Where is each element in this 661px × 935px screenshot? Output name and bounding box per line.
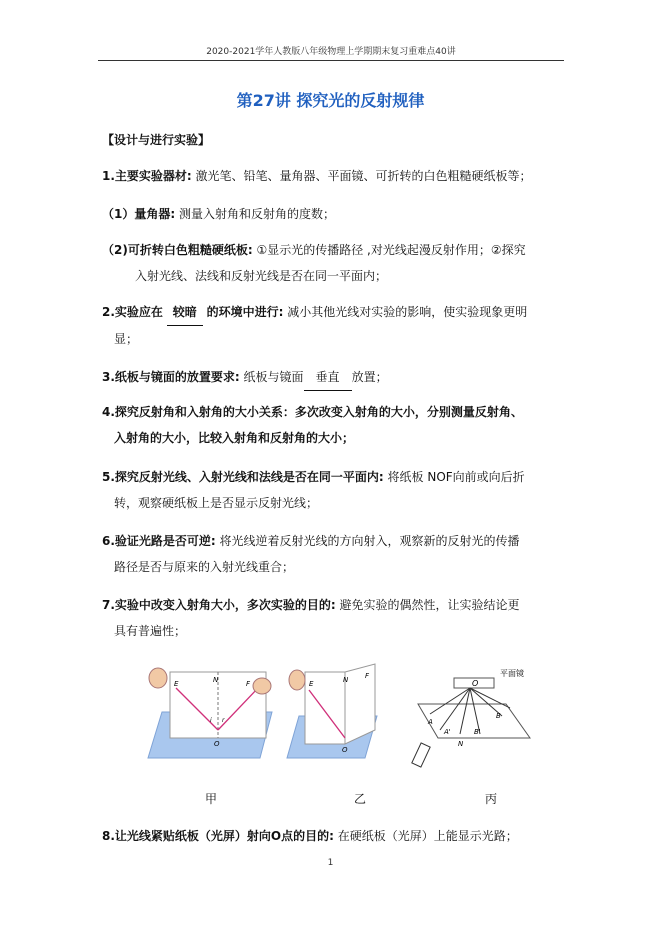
item-8: 8.让光线紧贴纸板（光屏）射向O点的目的: 在硬纸板（光屏）上能显示光路； xyxy=(102,829,518,843)
label-e: E xyxy=(309,680,314,688)
label-e: E xyxy=(174,680,179,688)
label-o: O xyxy=(472,679,479,688)
section-heading: 【设计与进行实验】 xyxy=(102,133,211,147)
label-i: i xyxy=(210,717,212,724)
label-o: O xyxy=(214,740,220,748)
label-b1: B' xyxy=(474,728,481,736)
caption-jia: 甲 xyxy=(205,792,218,806)
figure-bing xyxy=(410,664,550,774)
label-b: B xyxy=(496,712,501,720)
hand-icon xyxy=(289,670,305,690)
label-n: N xyxy=(213,676,219,684)
paper-board-folded xyxy=(345,664,375,744)
item-1a: （1）量角器: 测量入射角和反射角的度数； xyxy=(102,207,335,221)
label-n: N xyxy=(343,676,349,684)
page-header: 2020-2021学年人教版八年级物理上学期期末复习重难点40讲 xyxy=(206,47,456,57)
laser-pen xyxy=(412,743,430,767)
label-mirror: 平面镜 xyxy=(500,669,524,678)
hand-right xyxy=(253,678,271,694)
label-r: r xyxy=(222,717,225,724)
item-2: 2.实验应在 较暗 的环境中进行: 减小其他光线对实验的影响，使实验现象更明 显； xyxy=(102,299,570,352)
label-o: O xyxy=(342,746,348,754)
item-1b: （2)可折转白色粗糙硬纸板: ①显示光的传播路径 ,对光线起漫反射作用；②探究 入射光线、法线和反射光线是否在同一平面内； xyxy=(102,243,526,283)
item-3: 3.纸板与镜面的放置要求: 纸板与镜面 垂直 放置； xyxy=(102,364,570,391)
item-6: 6.验证光路是否可逆: 将光线逆着反射光线的方向射入，观察新的反射光的传播 路径是否与原来的入射光线重合； xyxy=(102,534,520,574)
caption-yi: 乙 xyxy=(354,792,367,806)
label-n: N xyxy=(458,740,464,748)
header-divider xyxy=(98,60,564,61)
label-f: F xyxy=(365,672,370,680)
label-a1: A' xyxy=(444,728,451,736)
answer-blank: 较暗 xyxy=(167,299,203,326)
item-5: 5.探究反射光线、入射光线和法线是否在同一平面内: 将纸板 NOF向前或向后折 转，观察硬纸板上是否显示反射光线； xyxy=(102,470,525,510)
figure-jia xyxy=(140,660,280,770)
figure-yi xyxy=(285,660,385,770)
item-1: 1.主要实验器材: 激光笔、铅笔、量角器、平面镜、可折转的白色粗糙硬纸板等； xyxy=(102,169,532,183)
caption-bing: 丙 xyxy=(485,792,498,806)
item-7: 7.实验中改变入射角大小，多次实验的目的: 避免实验的偶然性，让实验结论更 具有普遍性； xyxy=(102,598,520,638)
page-title: 第27讲 探究光的反射规律 xyxy=(236,91,425,110)
item-4: 4.探究反射角和入射角的大小关系：多次改变入射角的大小，分别测量反射角、 入射角的大小，比较入射角和反射角的大小； xyxy=(102,405,523,445)
page-number: 1 xyxy=(327,858,334,868)
label-f: F xyxy=(246,680,251,688)
answer-blank: 垂直 xyxy=(304,364,352,391)
label-a: A xyxy=(428,718,433,726)
hand-left xyxy=(149,668,167,688)
